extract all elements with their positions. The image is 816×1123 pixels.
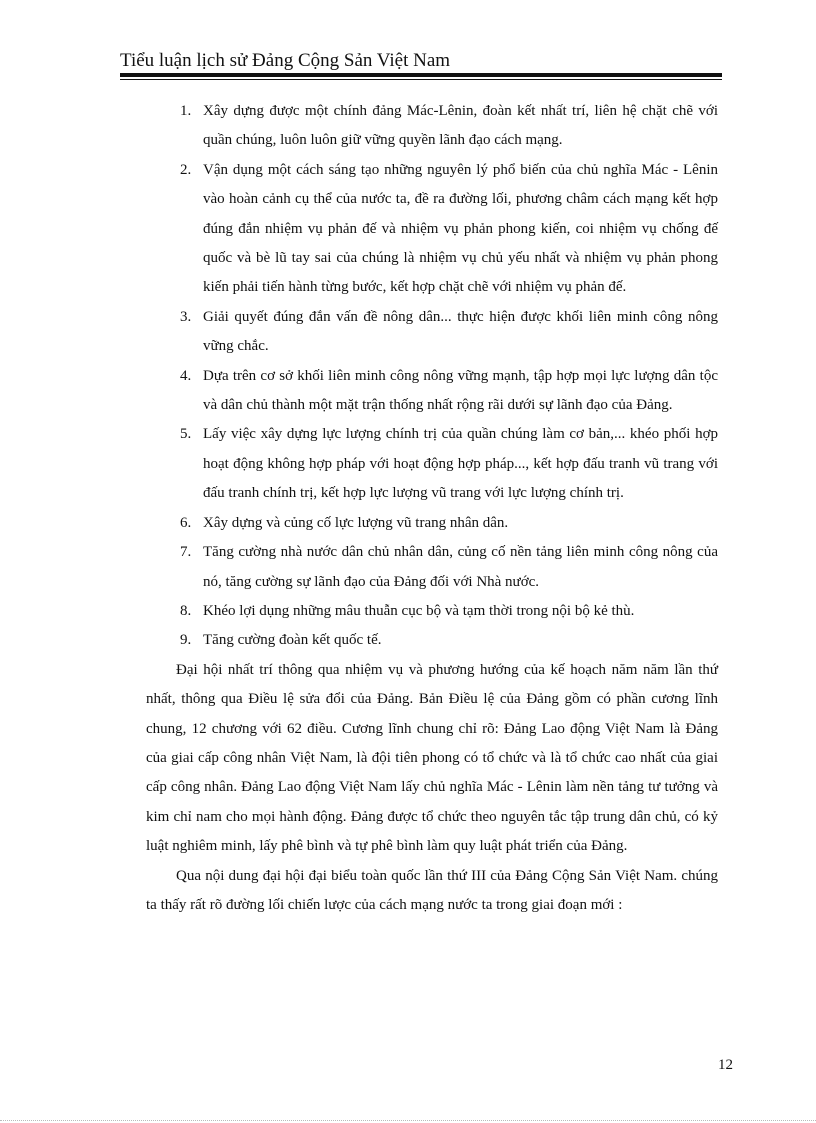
page-number: 12 bbox=[718, 1057, 733, 1073]
list-item-number: 7. bbox=[180, 544, 192, 561]
page-header bbox=[120, 50, 720, 72]
page-bottom-divider bbox=[0, 1120, 816, 1121]
list-item-text: Khéo lợi dụng những mâu thuẫn cục bộ và tạm thời trong nội bộ kẻ thù. bbox=[203, 602, 635, 619]
list-item bbox=[146, 420, 718, 508]
list-item-text: Tăng cường nhà nước dân chủ nhân dân, củng cố nền tảng liên minh công nông của nó, tăng cường sự lãnh đạo của Đảng đối với Nhà nước. bbox=[203, 544, 718, 590]
list-item-number: 9. bbox=[180, 632, 192, 649]
header-title: Tiểu luận lịch sử Đảng Cộng Sản Việt Nam bbox=[120, 50, 451, 71]
list-item-number: 6. bbox=[180, 514, 192, 531]
header-rule-thick bbox=[120, 73, 722, 77]
list-item-text: Giải quyết đúng đắn vấn đề nông dân... thực hiện được khối liên minh công nông vững chắc. bbox=[203, 308, 718, 355]
achievements-list bbox=[146, 97, 718, 656]
list-item bbox=[146, 303, 718, 362]
list-item bbox=[146, 538, 718, 597]
list-item-number: 4. bbox=[180, 367, 192, 384]
list-item-text: Xây dựng được một chính đảng Mác-Lênin, đoàn kết nhất trí, liên hệ chặt chẽ với quần chúng, luôn luôn giữ vững quyền lãnh đạo cách mạng. bbox=[203, 103, 718, 149]
body-paragraph: Đại hội nhất trí thông qua nhiệm vụ và phương hướng của kế hoạch năm năm lần thứ nhất, thông qua Điều lệ sửa đổi của Đảng. Bản Điều lệ của Đảng gồm có phần cương lĩnh chung, 12 chương với 62 điều. Cương lĩnh chung chỉ rõ: Đảng Lao động Việt Nam là Đảng của giai cấp công nhân Việt Nam, là đội tiên phong có tổ chức và là tổ chức cao nhất của giai cấp công nhân. Đảng Lao động Việt Nam lấy chủ nghĩa Mác - Lênin làm nền tảng tư tưởng và kim chỉ nam cho mọi hành động. Đảng được tổ chức theo nguyên tắc tập trung dân chủ, có kỷ luật nghiêm minh, lấy phê bình và tự phê bình làm quy luật phát triển của Đảng. bbox=[146, 661, 718, 855]
list-item bbox=[146, 597, 718, 626]
list-item-text: Tăng cường đoàn kết quốc tế. bbox=[203, 632, 382, 649]
list-item-number: 5. bbox=[180, 426, 192, 443]
list-item bbox=[146, 362, 718, 421]
document-body bbox=[146, 97, 718, 920]
body-paragraph: Qua nội dung đại hội đại biểu toàn quốc lần thứ III của Đảng Cộng Sản Việt Nam. chúng ta thấy rất rõ đường lối chiến lược của cách mạng nước ta trong giai đoạn mới : bbox=[146, 867, 718, 913]
list-item-text: Xây dựng và củng cố lực lượng vũ trang nhân dân. bbox=[203, 514, 509, 531]
list-item-text: Dựa trên cơ sở khối liên minh công nông vững mạnh, tập hợp mọi lực lượng dân tộc và dân chủ thành một mặt trận thống nhất rộng rãi dưới sự lãnh đạo của Đảng. bbox=[203, 367, 718, 414]
list-item bbox=[146, 509, 718, 538]
header-rule-thin bbox=[120, 79, 722, 80]
list-item-number: 1. bbox=[180, 103, 192, 119]
list-item bbox=[146, 626, 718, 655]
list-item-text: Lấy việc xây dựng lực lượng chính trị của quần chúng làm cơ bản,... khéo phối hợp hoạt động không hợp pháp với hoạt động hợp pháp..., kết hợp đấu tranh vũ trang với đấu tranh chính trị, kết hợp lực lượng vũ trang với lực lượng chính trị. bbox=[203, 426, 718, 502]
list-item bbox=[146, 156, 718, 303]
list-item-number: 2. bbox=[180, 161, 192, 178]
list-item bbox=[146, 97, 718, 156]
list-item-number: 8. bbox=[180, 602, 192, 619]
list-item-number: 3. bbox=[180, 308, 192, 325]
list-item-text: Vận dụng một cách sáng tạo những nguyên lý phổ biến của chủ nghĩa Mác - Lênin vào hoàn cảnh cụ thể của nước ta, đề ra đường lối, phương châm cách mạng kết hợp đúng đắn nhiệm vụ phản đế và nhiệm vụ phản phong kiến, coi nhiệm vụ chống đế quốc và bè lũ tay sai của chúng là nhiệm vụ chủ yếu nhất và nhiệm vụ phản phong kiến phải tiến hành từng bước, kết hợp chặt chẽ với nhiệm vụ phản đế. bbox=[203, 161, 718, 296]
